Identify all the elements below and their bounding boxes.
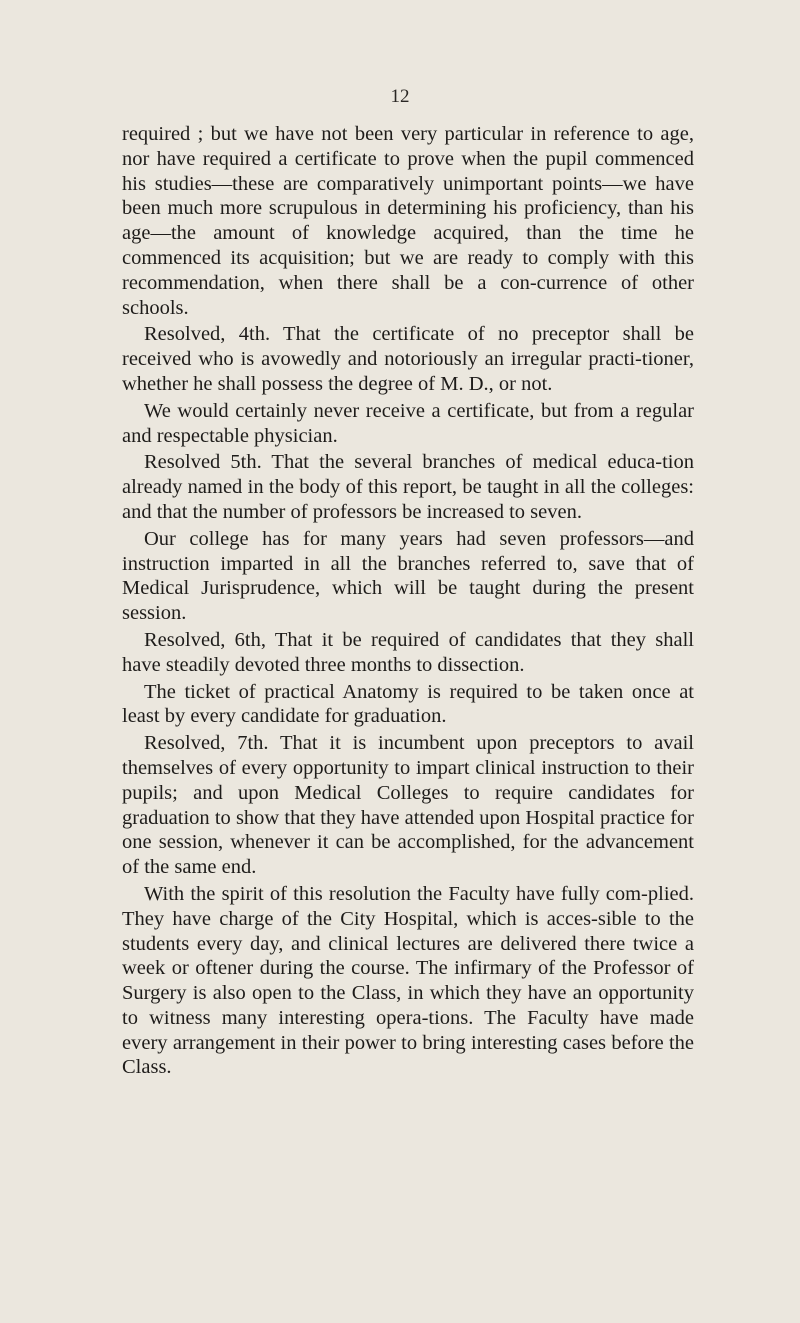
paragraph-comment-6: The ticket of practical Anatomy is required to be taken once at least by every candidate for graduation. xyxy=(122,680,694,728)
paragraph-comment-4: We would certainly never receive a certificate, but from a regular and respectable physician. xyxy=(122,399,694,447)
paragraph-comment-5: Our college has for many years had seven professors—and instruction imparted in all the branches referred to, save that of Medical Jurisprudence, which will be taught during the present session. xyxy=(122,527,694,625)
paragraph-resolution-5: Resolved 5th. That the several branches of medical educa-tion already named in the body of this report, be taught in all the colleges: and that the number of professors be increased to seven. xyxy=(122,451,694,523)
paragraph-continuation: required ; but we have not been very particular in reference to age, nor have required a certificate to prove when the pupil commenced his studies—these are comparatively unimportant points—we have been much more scrupulous in determining his proficiency, than his age—the amount of knowledge acquired, than the time he commenced its acquisition; but we are ready to comply with this recommendation, when there shall be a con-currence of other schools. xyxy=(122,123,694,319)
paragraph-comment-7: With the spirit of this resolution the Faculty have fully com-plied. They have charge of the City Hospital, which is acces-sible to the students every day, and clinical lectures are delivered there twice a week or oftener during the course. The infirmary of the Professor of Surgery is also open to the Class, in which they have an opportunity to witness many interesting opera-tions. The Faculty have made every arrangement in their power to bring interesting cases before the Class. xyxy=(122,882,694,1079)
paragraph-resolution-6: Resolved, 6th, That it be required of candidates that they shall have steadily devoted three months to dissection. xyxy=(122,628,694,676)
paragraph-resolution-7: Resolved, 7th. That it is incumbent upon preceptors to avail themselves of every opportunity to impart clinical instruction to their pupils; and upon Medical Colleges to require candidates for graduation to show that they have attended upon Hospital practice for one session, whenever it can be accomplished, for the advancement of the same end. xyxy=(122,732,694,879)
paragraph-resolution-4: Resolved, 4th. That the certificate of no preceptor shall be received who is avowedly and notoriously an irregular practi-tioner, whether he shall possess the degree of M. D., or not. xyxy=(122,323,694,395)
page-number: 12 xyxy=(390,86,410,107)
body-text xyxy=(122,122,694,1082)
